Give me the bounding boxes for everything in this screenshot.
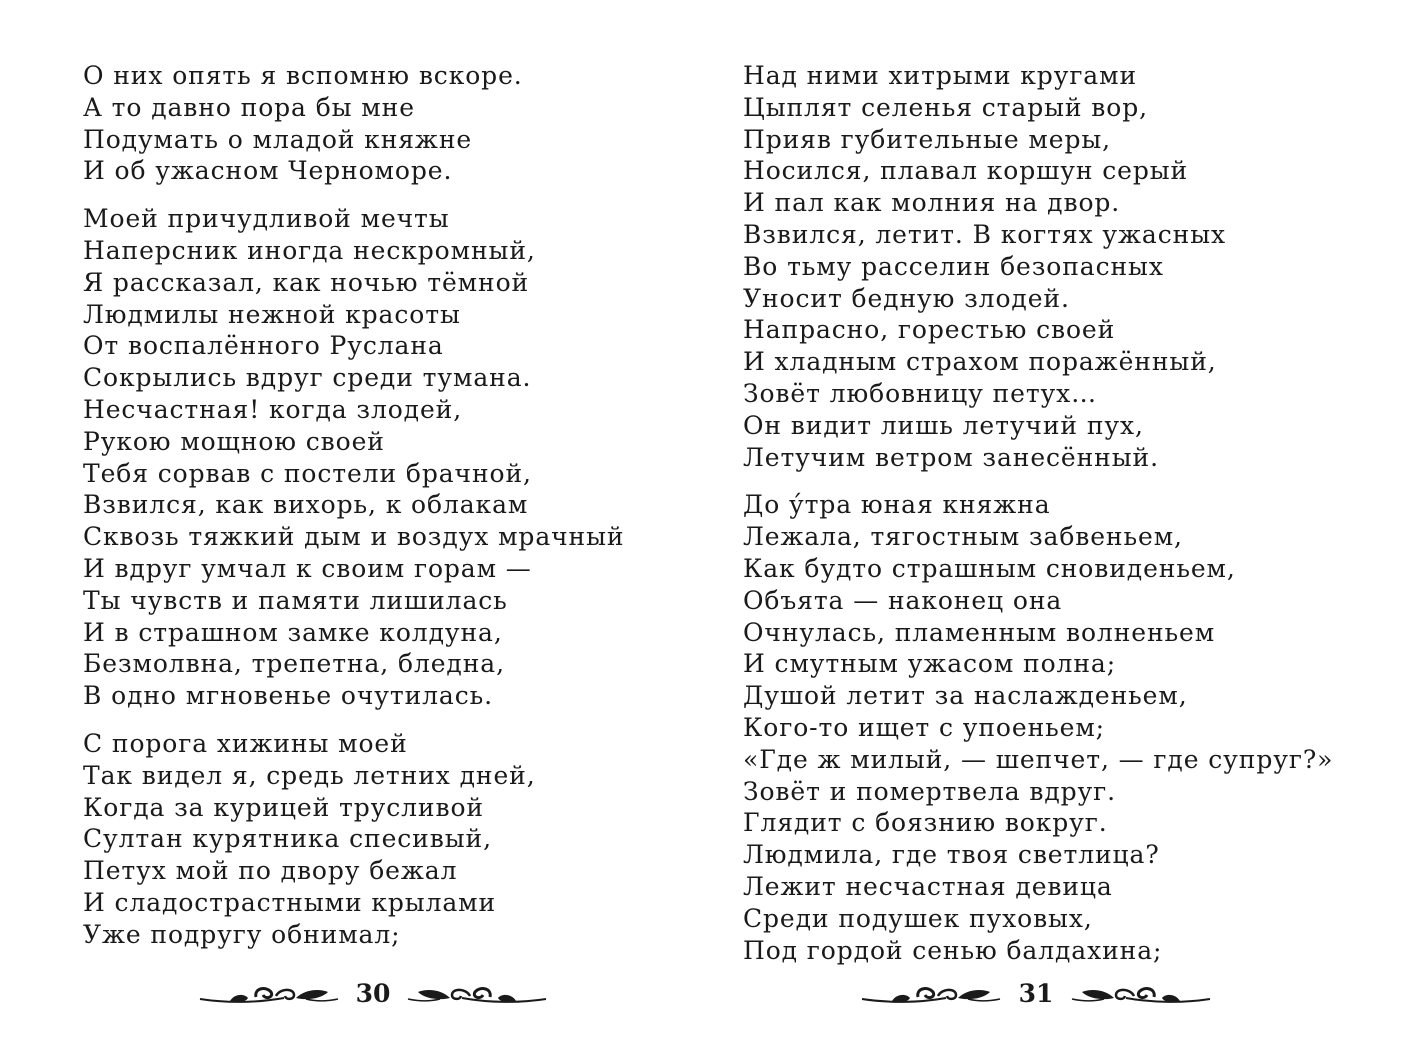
verse-line: Душой летит за наслажденьем, [743, 681, 1188, 711]
verse-line: Я рассказал, как ночью тёмной [83, 267, 530, 297]
verse-line: Очнулась, пламенным волненьем [743, 617, 1216, 647]
verse-line: Моей причудливой мечты [83, 204, 450, 234]
verse-line: И вдруг умчал к своим горам — [83, 553, 532, 583]
verse-line: Сокрылись вдруг среди тумана. [83, 363, 532, 393]
verse-line: И об ужасном Черноморе. [83, 156, 453, 186]
verse-line: Над ними хитрыми кругами [743, 61, 1138, 90]
verse-line: Тебя сорвав с постели брачной, [83, 458, 532, 488]
verse-line: Цыплят селенья старый вор, [743, 92, 1148, 122]
verse-line: Несчастная! когда злодей, [83, 394, 463, 424]
verse-line: Носился, плавал коршун серый [743, 156, 1189, 186]
verse-line: И сладострастными крылами [83, 887, 497, 917]
verse-line: Зовёт и помертвела вдруг. [743, 776, 1117, 806]
verse-line: Как будто страшным сновиденьем, [743, 553, 1236, 583]
verse-line: Подумать о младой княжне [83, 124, 473, 154]
verse-line: Напрасно, горестью своей [743, 315, 1116, 345]
page-number: 31 [1018, 979, 1054, 1008]
stanza [83, 728, 624, 951]
verse-line: Среди подушек пуховых, [743, 903, 1093, 933]
verse-line: Взвился, летит. В когтях ужасных [743, 219, 1226, 249]
page-number: 30 [355, 979, 391, 1008]
right-page [702, 0, 1405, 1045]
verse-line: В одно мгновенье очутилась. [83, 681, 493, 711]
verse-line: «Где ж милый, — шепчет, — где супруг?» [743, 744, 1334, 774]
verse-line: Летучим ветром занесённый. [743, 442, 1159, 472]
verse-line: До у́тра юная княжна [743, 490, 1051, 520]
verse-line: Ты чувств и памяти лишилась [83, 585, 508, 615]
floral-flourish-icon [402, 982, 550, 1010]
verse-line: Лежит несчастная девица [743, 871, 1113, 901]
verse-line: Сквозь тяжкий дым и воздух мрачный [83, 522, 625, 552]
page-footer [196, 974, 550, 1018]
verse-line: От воспалённого Руслана [83, 331, 444, 361]
verse-line: Петух мой по двору бежал [83, 856, 458, 886]
verse-line: Под гордой сенью балдахина; [743, 935, 1163, 965]
stanza [83, 203, 624, 712]
verse-line: Уносит бедную злодей. [743, 283, 1070, 313]
verse-line: Глядит с боязнию вокруг. [743, 808, 1108, 838]
verse-line: Султан курятника спесивый, [83, 824, 492, 854]
stanza [743, 489, 1333, 966]
verse-line: Рукою мощною своей [83, 426, 385, 456]
verse-line: Безмолвна, трепетна, бледна, [83, 649, 505, 679]
verse-line: С порога хижины моей [83, 728, 408, 758]
verse-line: Кого-то ищет с упоеньем; [743, 712, 1106, 742]
verse-line: А то давно пора бы мне [83, 92, 415, 122]
left-page [0, 0, 702, 1045]
floral-flourish-icon [1066, 982, 1214, 1010]
verse-line: Прияв губительные меры, [743, 124, 1111, 154]
stanza [83, 60, 624, 187]
verse-line: Взвился, как вихорь, к облакам [83, 490, 529, 520]
verse-line: Так видел я, средь летних дней, [83, 760, 536, 790]
stanza [743, 60, 1333, 473]
verse-line: И пал как молния на двор. [743, 188, 1121, 218]
verse-line: О них опять я вспомню вскоре. [83, 61, 523, 90]
verse-line: И в страшном замке колдуна, [83, 617, 503, 647]
verse-line: Объята — наконец она [743, 585, 1063, 615]
verse-line: Наперсник иногда нескромный, [83, 235, 536, 265]
verse-line: Он видит лишь летучий пух, [743, 410, 1144, 440]
verse-line: Когда за курицей трусливой [83, 792, 484, 822]
verse-line: И хладным страхом поражённый, [743, 347, 1217, 377]
verse-line: Людмила, где твоя светлица? [743, 840, 1160, 870]
poem-text [83, 60, 624, 967]
verse-line: Зовёт любовницу петух… [743, 378, 1098, 408]
verse-line: Людмилы нежной красоты [83, 299, 461, 329]
verse-line: Лежала, тягостным забвеньем, [743, 522, 1183, 552]
page-footer [858, 974, 1214, 1018]
verse-line: Уже подругу обнимал; [83, 919, 401, 949]
verse-line: Во тьму расселин безопасных [743, 251, 1164, 281]
poem-text [743, 60, 1333, 982]
verse-line: И смутным ужасом полна; [743, 649, 1117, 679]
